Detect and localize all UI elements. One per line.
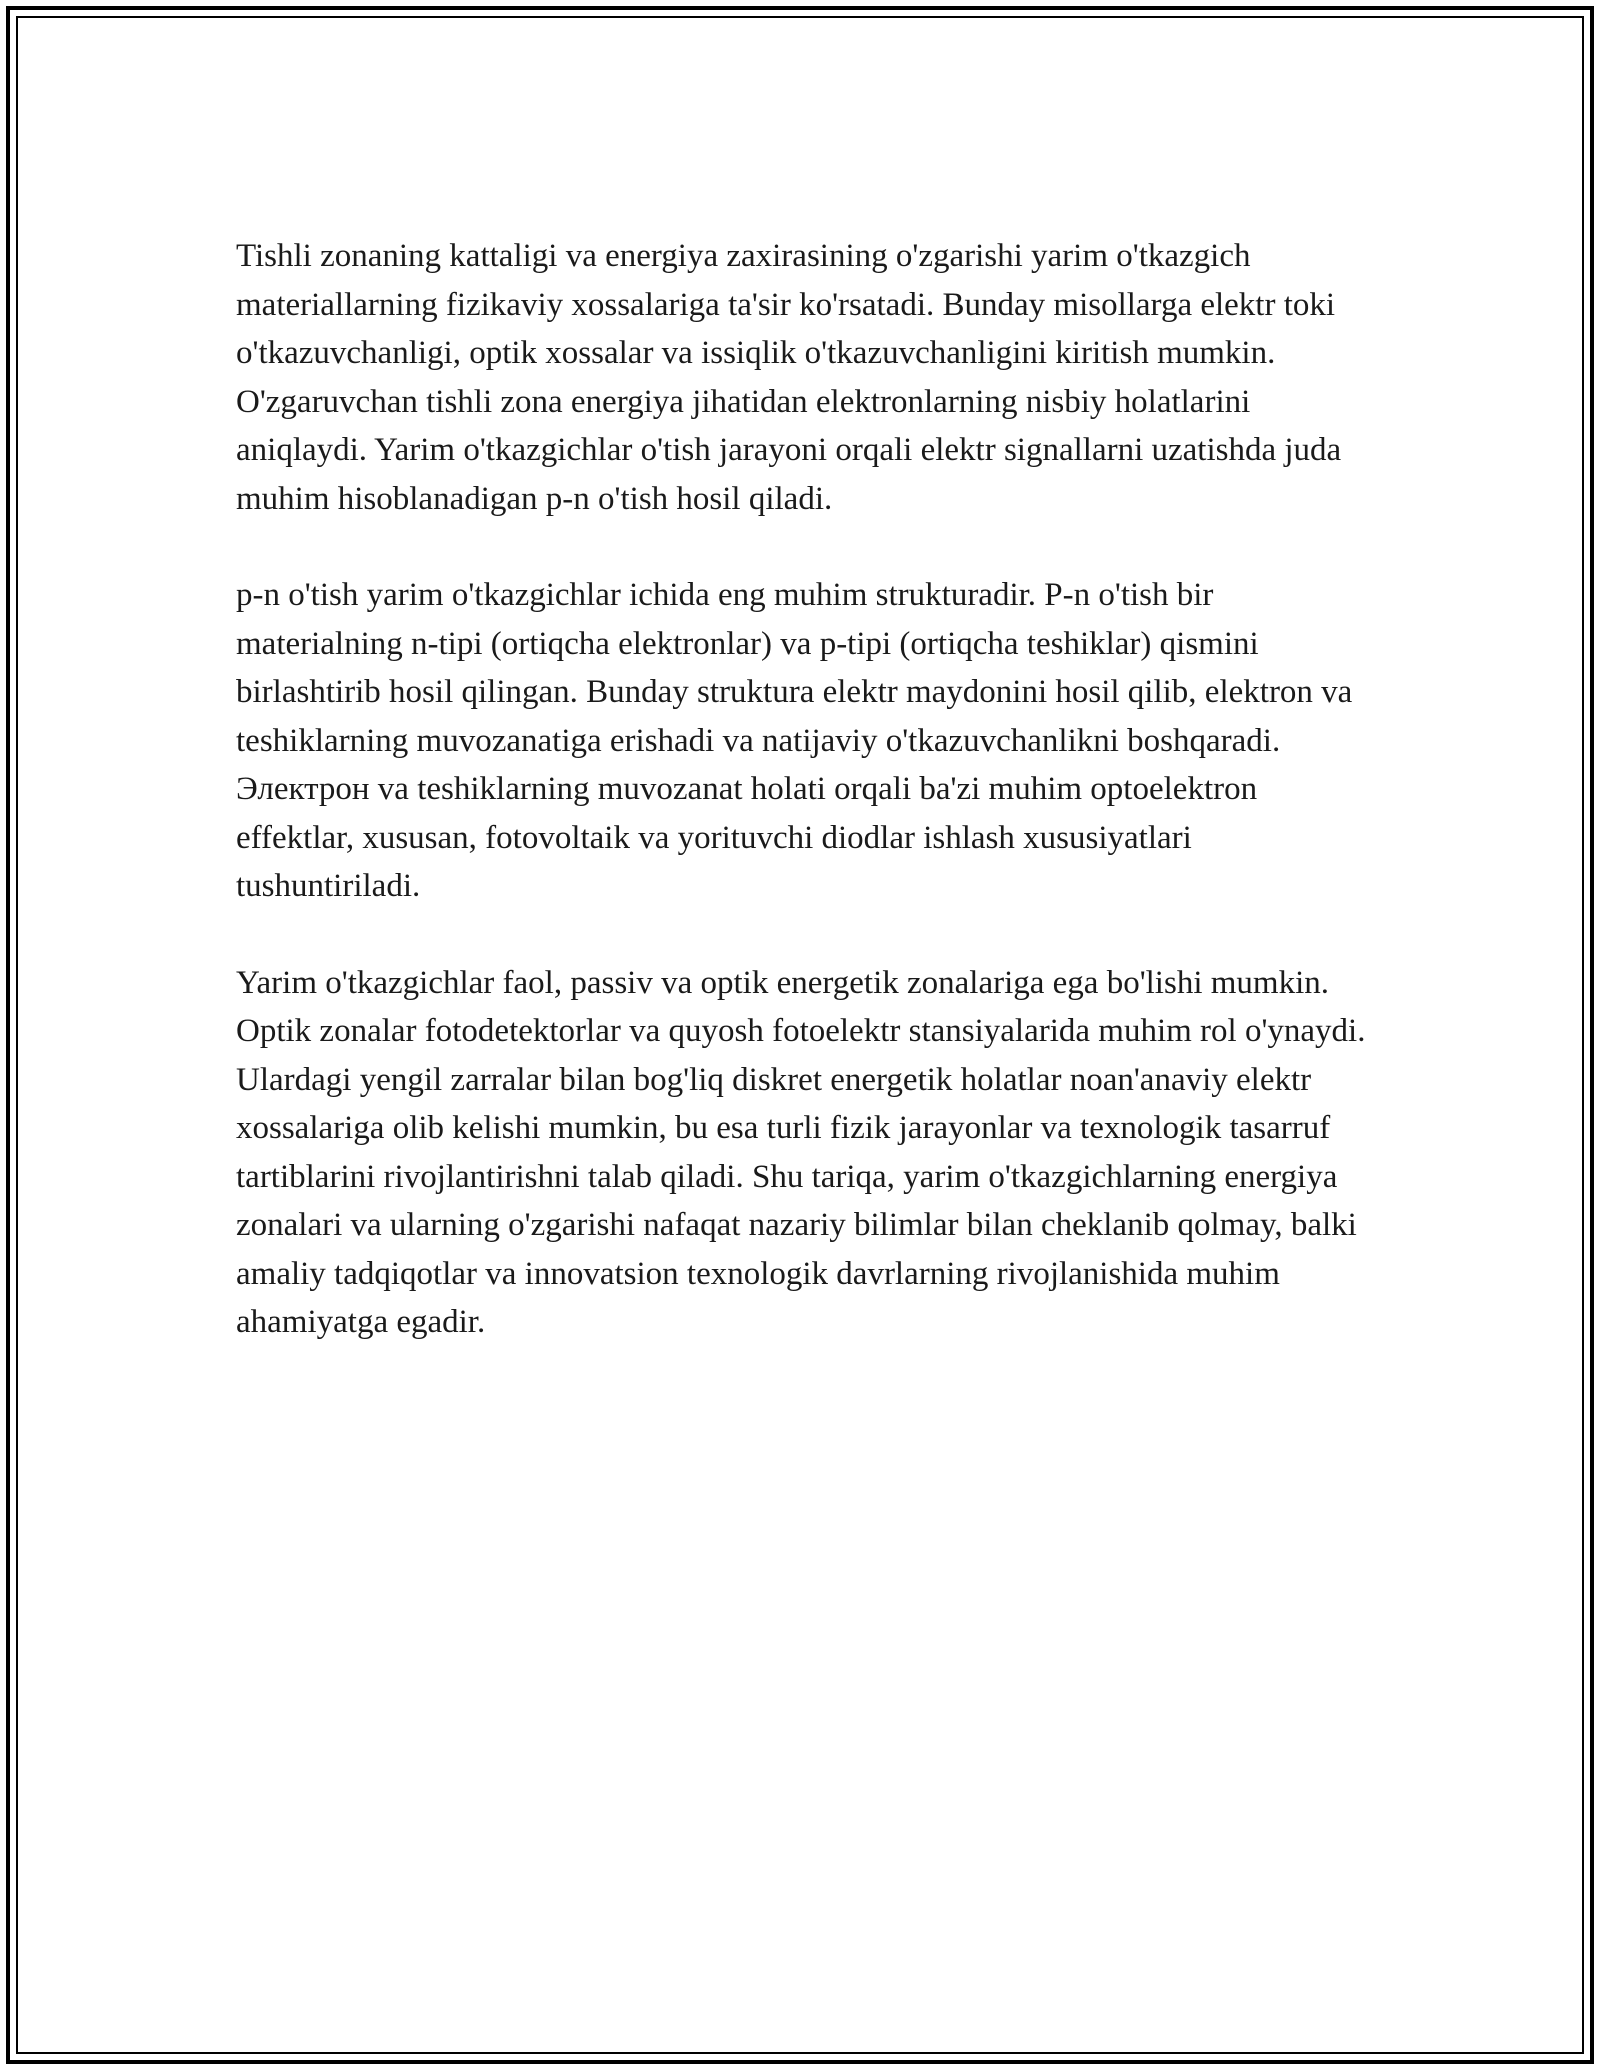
- paragraph-pn-junction: p-n o'tish yarim o'tkazgichlar ichida eng muhim strukturadir. P-n o'tish bir materialning n-tipi (ortiqcha elektronlar) va p-tipi (ortiqcha teshiklar) qismini birlashtirib hosil qilingan. Bunday struktura elektr maydonini hosil qilib, elektron va teshiklarning muvozanatiga erishadi va natijaviy o'tkazuvchanlikni boshqaradi. Электрон va teshiklarning muvozanat holati orqali ba'zi muhim optoelektron effektlar, xususan, fotovoltaik va yorituvchi diodlar ishlash xususiyatlari tushuntiriladi.: [236, 577, 1353, 904]
- document-body: [236, 232, 1376, 1395]
- paragraph-band-gap: Tishli zonaning kattaligi va energiya zaxirasining o'zgarishi yarim o'tkazgich materiallarning fizikaviy xossalariga ta'sir ko'rsatadi. Bunday misollarga elektr toki o'tkazuvchanligi, optik xossalar va issiqlik o'tkazuvchanligini kiritish mumkin. O'zgaruvchan tishli zona energiya jihatidan elektronlarning nisbiy holatlarini aniqlaydi. Yarim o'tkazgichlar o'tish jarayoni orqali elektr signallarni uzatishda juda muhim hisoblanadigan p-n o'tish hosil qiladi.: [236, 238, 1342, 517]
- paragraph-optical-zones: Yarim o'tkazgichlar faol, passiv va optik energetik zonalariga ega bo'lishi mumkin. Optik zonalar fotodetektorlar va quyosh fotoelektr stansiyalarida muhim rol o'ynaydi. Ulardagi yengil zarralar bilan bog'liq diskret energetik holatlar noan'anaviy elektr xossalariga olib kelishi mumkin, bu esa turli fizik jarayonlar va texnologik tasarruf tartiblarini rivojlantirishni talab qiladi. Shu tariqa, yarim o'tkazgichlarning energiya zonalari va ularning o'zgarishi nafaqat nazariy bilimlar bilan cheklanib qolmay, balki amaliy tadqiqotlar va innovatsion texnologik davrlarning rivojlanishida muhim ahamiyatga egadir.: [236, 964, 1366, 1340]
